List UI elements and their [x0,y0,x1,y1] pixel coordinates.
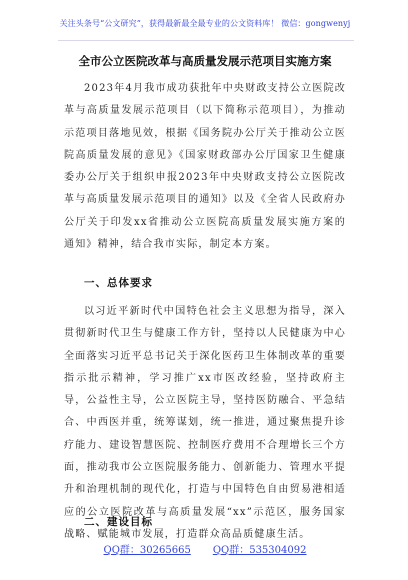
section-paragraph-overall-requirements: 以习近平新时代中国特色社会主义思想为指导，深入贯彻新时代卫生与健康工作方针，坚持以人民健康为中心全面落实习近平总书记关于深化医药卫生体制改革的重要指示批示精神，学习推广xx市医改经验，坚持政府主导，公益性主导，公立医院主导，坚持医防融合、平急结合、中西医并重，统筹谋划，统一推进，通过聚焦提升诊疗能力、建设智慧医院、控制医疗费用不合理增长三个方面，推动我市公立医院服务能力、创新能力、管理水平提升和治理机制的现代化，打造与中国特色自由贸易港相适应的公立医院改革与高质量发展“xx”示范区，服务国家战略、赋能城市发展，打造群众高品质健康生活。 [64,306,346,540]
qq-group-link-right[interactable]: QQ群：535304092 [212,545,307,556]
qq-group-link-left[interactable]: QQ群：30265665 [103,545,191,556]
section-heading-overall-requirements: 一、总体要求 [84,277,153,289]
header-divider [58,40,354,41]
section-heading-construction-goals: 二、建设目标 [84,516,153,528]
header-banner: 关注头条号“公文研究”，获得最新最全最专业的公文资料库！ 微信：gongwenyj [59,19,351,28]
footer-qq-groups [40,541,370,556]
intro-paragraph: 2023年4月我市成功获批年中央财政支持公立医院改革与高质量发展示范项目（以下简称示范项目），为推动示范项目落地见效，根据《国务院办公厅关于推动公立医院高质量发展的意见》《国家财政部办公厅国家卫生健康委办公厅关于组织申报2023年中央财政支持公立医院改革与高质量发展示范项目的通知》以及《全省人民政府办公厅关于印发xx省推动公立医院高质量发展实施方案的通知》精神，结合我市实际，制定本方案。 [64,83,346,251]
document-title: 全市公立医院改革与高质量发展示范项目实施方案 [78,54,332,68]
